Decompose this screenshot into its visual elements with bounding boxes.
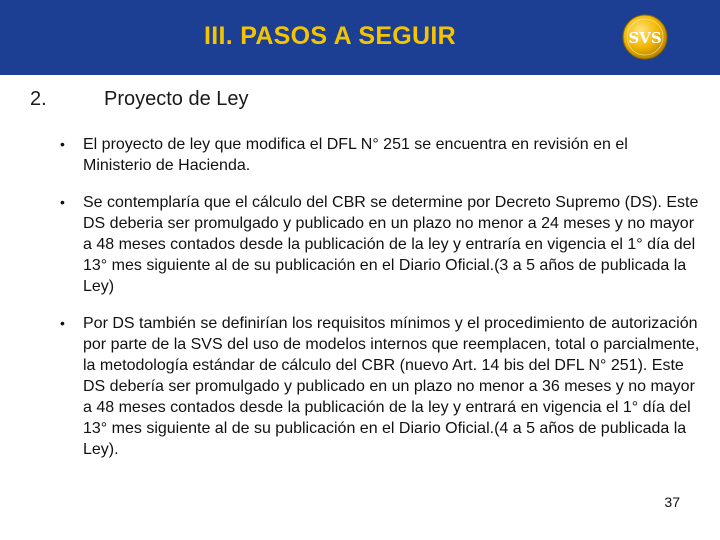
slide-title: III. PASOS A SEGUIR	[203, 22, 457, 50]
bullet-list	[60, 134, 700, 476]
bullet-item	[60, 313, 700, 460]
bullet-item	[60, 192, 700, 297]
svs-logo	[621, 13, 669, 61]
bullet-item	[60, 134, 700, 176]
bullet-text: Por DS también se definirían los requisitos mínimos y el procedimiento de autorización por parte de la SVS del uso de modelos internos que reemplacen, total o parcialmente, la metodología estándar de cálculo del CBR (nuevo Art. 14 bis del DFL N° 251). Este DS debería ser promulgado y publicado en un plazo no menor a 36 meses y no mayor a 48 meses contados desde la publicación de la ley y entrará en vigencia el 1° día del 13° mes siguiente al de su publicación en el Diario Oficial.(4 a 5 años de publicada la Ley).	[83, 315, 700, 458]
bullet-text: Se contemplaría que el cálculo del CBR se determine por Decreto Supremo (DS). Este DS deberia ser promulgado y publicado en un plazo no menor a 24 meses y no mayor a 48 meses contados desde la publicación de la ley y entraría en vigencia el 1° día del 13° mes siguiente al de su publicación en el Diario Oficial.(3 a 5 años de publicada la Ley)	[83, 194, 699, 295]
page-number: 37	[664, 494, 680, 510]
section-number: 2.	[30, 88, 47, 110]
header-band	[0, 0, 720, 75]
bullet-marker: •	[60, 315, 65, 331]
bullet-marker: •	[60, 194, 65, 210]
bullet-marker: •	[60, 136, 65, 152]
logo-text: SVS	[628, 29, 662, 47]
section-title: Proyecto de Ley	[104, 88, 249, 110]
bullet-text: El proyecto de ley que modifica el DFL N° 251 se encuentra en revisión en el Ministerio de Hacienda.	[83, 136, 628, 174]
